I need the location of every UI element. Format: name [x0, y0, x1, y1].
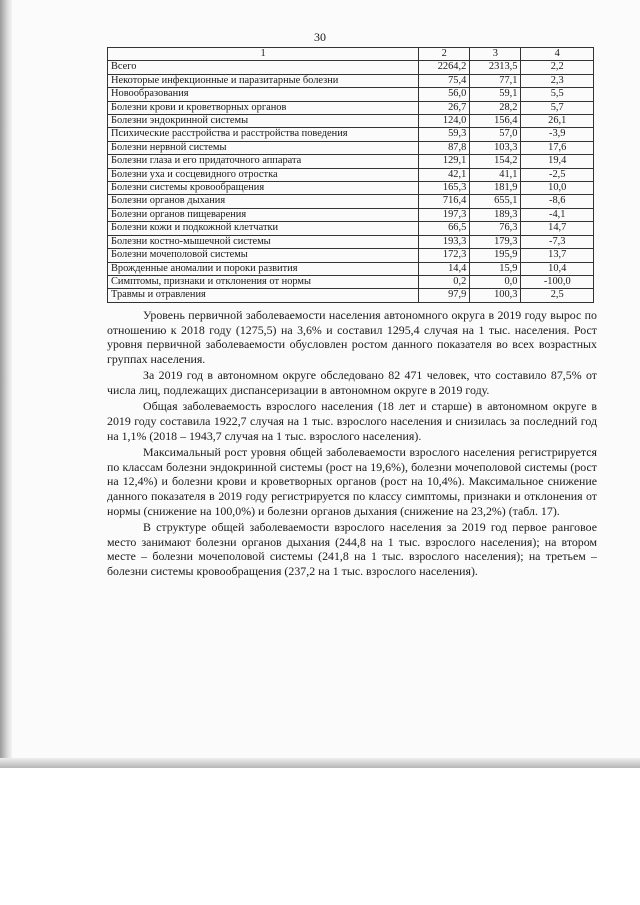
change-percent-cell: 2,2 [521, 61, 594, 74]
name-cell: Некоторые инфекционные и паразитарные болезни [108, 74, 419, 87]
name-cell: Болезни нервной системы [108, 141, 419, 154]
name-cell: Болезни глаза и его придаточного аппарата [108, 155, 419, 168]
table-row [108, 74, 594, 87]
change-percent-cell: 10,0 [521, 182, 594, 195]
name-cell: Болезни системы кровообращения [108, 182, 419, 195]
name-cell: Болезни крови и кроветворных органов [108, 101, 419, 114]
value-2018-cell: 129,1 [419, 155, 470, 168]
change-percent-cell: -3,9 [521, 128, 594, 141]
table-row [108, 101, 594, 114]
table-row [108, 128, 594, 141]
change-percent-cell: 2,5 [521, 289, 594, 302]
body-text [107, 308, 597, 580]
value-2018-cell: 59,3 [419, 128, 470, 141]
table-row [108, 115, 594, 128]
value-2019-cell: 655,1 [470, 195, 521, 208]
change-percent-cell: -4,1 [521, 208, 594, 221]
value-2019-cell: 0,0 [470, 275, 521, 288]
change-percent-cell: 14,7 [521, 222, 594, 235]
name-cell: Болезни органов пищеварения [108, 208, 419, 221]
paragraph: В структуре общей заболеваемости взрослого населения за 2019 год первое ранговое место занимают болезни органов дыхания (244,8 на 1 тыс. взрослого населения); на втором месте – болезни мочеполовой системы (241,8 на 1 тыс. взрослого населения); на третьем – болезни системы кровообращения (237,2 на 1 тыс. взрослого населения). [107, 519, 597, 578]
scan-shadow-bottom [0, 758, 640, 768]
change-percent-cell: 10,4 [521, 262, 594, 275]
value-2018-cell: 97,9 [419, 289, 470, 302]
change-percent-cell: 5,7 [521, 101, 594, 114]
value-2018-cell: 66,5 [419, 222, 470, 235]
table-header-row [108, 48, 594, 61]
name-cell: Болезни уха и сосцевидного отростка [108, 168, 419, 181]
table-row [108, 155, 594, 168]
value-2019-cell: 2313,5 [470, 61, 521, 74]
header-cell: 1 [108, 48, 419, 61]
change-percent-cell: 5,5 [521, 88, 594, 101]
value-2019-cell: 195,9 [470, 249, 521, 262]
value-2019-cell: 154,2 [470, 155, 521, 168]
value-2018-cell: 193,3 [419, 235, 470, 248]
table-row [108, 208, 594, 221]
change-percent-cell: -7,3 [521, 235, 594, 248]
table-row [108, 88, 594, 101]
value-2019-cell: 189,3 [470, 208, 521, 221]
change-percent-cell: 13,7 [521, 249, 594, 262]
change-percent-cell: 26,1 [521, 115, 594, 128]
name-cell: Симптомы, признаки и отклонения от нормы [108, 275, 419, 288]
table-row [108, 235, 594, 248]
name-cell: Болезни эндокринной системы [108, 115, 419, 128]
value-2018-cell: 56,0 [419, 88, 470, 101]
scan-shadow-left [0, 0, 12, 768]
header-cell: 3 [470, 48, 521, 61]
value-2019-cell: 77,1 [470, 74, 521, 87]
header-cell: 4 [521, 48, 594, 61]
name-cell: Врожденные аномалии и пороки развития [108, 262, 419, 275]
change-percent-cell: -8,6 [521, 195, 594, 208]
table-row [108, 275, 594, 288]
value-2019-cell: 41,1 [470, 168, 521, 181]
value-2018-cell: 87,8 [419, 141, 470, 154]
value-2019-cell: 59,1 [470, 88, 521, 101]
name-cell: Болезни кожи и подкожной клетчатки [108, 222, 419, 235]
paragraph: За 2019 год в автономном округе обследовано 82 471 человек, что составило 87,5% от числа лиц, подлежащих диспансеризации в автономном округе в 2019 году. [107, 368, 597, 398]
value-2019-cell: 15,9 [470, 262, 521, 275]
value-2018-cell: 172,3 [419, 249, 470, 262]
table-row [108, 61, 594, 74]
value-2018-cell: 716,4 [419, 195, 470, 208]
paragraph: Максимальный рост уровня общей заболеваемости взрослого населения регистрируется по классам болезни эндокринной системы (рост на 19,6%), болезни мочеполовой системы (рост на 12,4%) и болезни крови и кроветворных органов (рост на 10,4%). Максимальное снижение данного показателя в 2019 году регистрируется по классу симптомы, признаки и отклонения от нормы (снижение на 100,0%) и болезни органов дыхания (снижение на 23,2%) (табл. 17). [107, 444, 597, 518]
change-percent-cell: -2,5 [521, 168, 594, 181]
value-2018-cell: 197,3 [419, 208, 470, 221]
change-percent-cell: 17,6 [521, 141, 594, 154]
table-row [108, 289, 594, 302]
name-cell: Болезни органов дыхания [108, 195, 419, 208]
paragraph: Общая заболеваемость взрослого населения (18 лет и старше) в автономном округе в 2019 году составила 1922,7 случая на 1 тыс. взрослого населения и снизилась за последний год на 1,1% (2018 – 1943,7 случая на 1 тыс. взрослого населения). [107, 399, 597, 443]
value-2019-cell: 76,3 [470, 222, 521, 235]
value-2018-cell: 26,7 [419, 101, 470, 114]
value-2018-cell: 75,4 [419, 74, 470, 87]
value-2019-cell: 103,3 [470, 141, 521, 154]
paragraph: Уровень первичной заболеваемости населения автономного округа в 2019 году вырос по отношению к 2018 году (1275,5) на 3,6% и составил 1295,4 случая на 1 тыс. населения. Рост уровня первичной заболеваемости обусловлен ростом данного показателя во всех возрастных группах населения. [107, 308, 597, 367]
name-cell: Болезни мочеполовой системы [108, 249, 419, 262]
table-row [108, 262, 594, 275]
change-percent-cell: 2,3 [521, 74, 594, 87]
value-2019-cell: 100,3 [470, 289, 521, 302]
value-2018-cell: 165,3 [419, 182, 470, 195]
value-2019-cell: 156,4 [470, 115, 521, 128]
table-row [108, 141, 594, 154]
value-2019-cell: 57,0 [470, 128, 521, 141]
value-2018-cell: 124,0 [419, 115, 470, 128]
morbidity-table [107, 47, 594, 303]
value-2019-cell: 181,9 [470, 182, 521, 195]
table-row [108, 195, 594, 208]
value-2019-cell: 179,3 [470, 235, 521, 248]
table-row [108, 222, 594, 235]
value-2018-cell: 14,4 [419, 262, 470, 275]
name-cell: Болезни костно-мышечной системы [108, 235, 419, 248]
name-cell: Новообразования [108, 88, 419, 101]
table-row [108, 168, 594, 181]
header-cell: 2 [419, 48, 470, 61]
table-row [108, 249, 594, 262]
table-body [108, 48, 594, 303]
value-2019-cell: 28,2 [470, 101, 521, 114]
page-number: 30 [314, 30, 326, 44]
value-2018-cell: 42,1 [419, 168, 470, 181]
name-cell: Психические расстройства и расстройства поведения [108, 128, 419, 141]
table-row [108, 182, 594, 195]
change-percent-cell: 19,4 [521, 155, 594, 168]
name-cell: Травмы и отравления [108, 289, 419, 302]
change-percent-cell: -100,0 [521, 275, 594, 288]
name-cell: Всего [108, 61, 419, 74]
value-2018-cell: 0,2 [419, 275, 470, 288]
value-2018-cell: 2264,2 [419, 61, 470, 74]
